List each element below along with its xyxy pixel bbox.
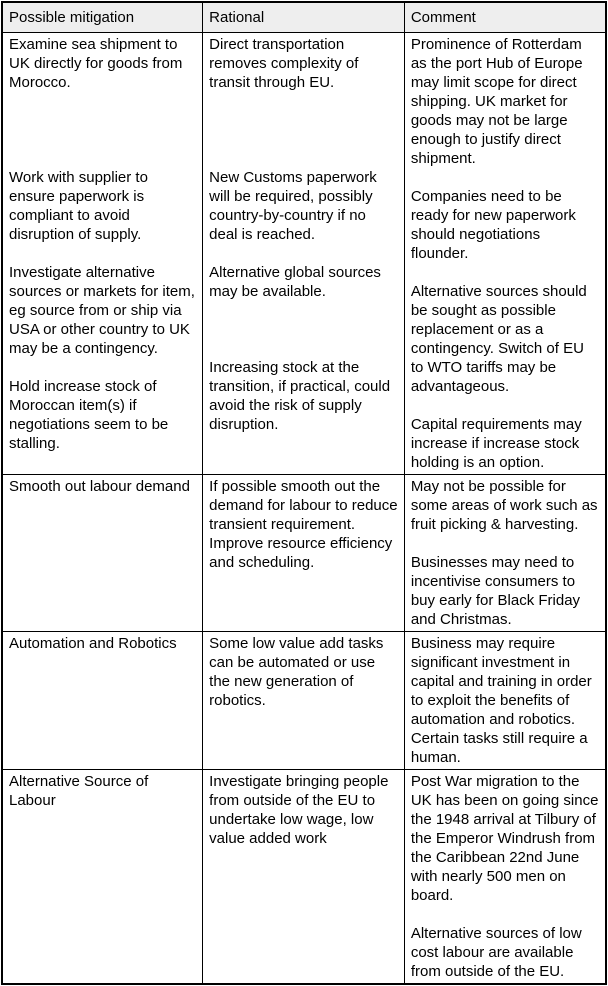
header-possible-mitigation: Possible mitigation — [2, 2, 203, 33]
blank-line — [9, 149, 196, 168]
cell-rational — [203, 475, 405, 632]
paragraph: Prominence of Rotterdam as the port Hub of Europe may limit scope for direct shipping. UK market for goods may not be large enough to justify direct shipment. — [410, 36, 583, 167]
paragraph: Investigate alternative sources or markets for item, eg source from or ship via USA or other country to UK may be a contingency. — [9, 264, 195, 357]
blank-line — [209, 244, 398, 263]
table-row — [2, 770, 606, 985]
cell-mitigation — [2, 632, 203, 770]
blank-line — [9, 111, 196, 130]
header-comment: Comment — [404, 2, 606, 33]
paragraph: Smooth out labour demand — [9, 478, 190, 495]
cell-rational — [203, 632, 405, 770]
paragraph: May not be possible for some areas of work such as fruit picking & harvesting. — [410, 478, 598, 533]
header-rational: Rational — [203, 2, 405, 33]
blank-line — [411, 534, 599, 553]
cell-comment — [404, 33, 606, 475]
blank-line — [411, 905, 599, 924]
paragraph: Work with supplier to ensure paperwork is compliant to avoid disruption of supply. — [9, 169, 148, 243]
cell-comment — [404, 770, 606, 985]
cell-comment — [404, 475, 606, 632]
paragraph: Hold increase stock of Moroccan item(s) if negotiations seem to be stalling. — [9, 378, 169, 452]
blank-line — [411, 396, 599, 415]
paragraph: Business may require significant investment in capital and training in order to exploit the benefits of automation and robotics. Certain tasks still require a human. — [410, 635, 592, 766]
blank-line — [209, 130, 398, 149]
cell-rational — [203, 33, 405, 475]
paragraph: Capital requirements may increase if increase stock holding is an option. — [410, 416, 582, 471]
blank-line — [209, 320, 398, 339]
paragraph: Businesses may need to incentivise consumers to buy early for Black Friday and Christmas. — [410, 554, 581, 628]
paragraph: Increasing stock at the transition, if practical, could avoid the risk of supply disruption. — [209, 359, 391, 433]
blank-line — [411, 263, 599, 282]
blank-line — [209, 111, 398, 130]
paragraph: Examine sea shipment to UK directly for goods from Morocco. — [9, 36, 183, 91]
paragraph: New Customs paperwork will be required, possibly country-by-country if no deal is reached. — [209, 169, 377, 243]
paragraph: Companies need to be ready for new paperwork should negotiations flounder. — [410, 188, 576, 262]
blank-line — [9, 244, 196, 263]
blank-line — [9, 358, 196, 377]
table-row — [2, 632, 606, 770]
blank-line — [209, 92, 398, 111]
table-body — [2, 33, 606, 985]
cell-comment — [404, 632, 606, 770]
blank-line — [209, 149, 398, 168]
blank-line — [209, 339, 398, 358]
table-row — [2, 475, 606, 632]
cell-mitigation — [2, 33, 203, 475]
mitigation-table — [1, 1, 607, 985]
paragraph: If possible smooth out the demand for labour to reduce transient requirement. Improve resource efficiency and scheduling. — [209, 478, 398, 571]
paragraph: Automation and Robotics — [9, 635, 177, 652]
table-row — [2, 33, 606, 475]
paragraph: Some low value add tasks can be automated or use the new generation of robotics. — [209, 635, 384, 709]
paragraph: Alternative global sources may be available. — [209, 264, 381, 300]
blank-line — [209, 301, 398, 320]
paragraph: Alternative Source of Labour — [9, 773, 149, 809]
blank-line — [411, 168, 599, 187]
cell-rational — [203, 770, 405, 985]
paragraph: Post War migration to the UK has been on going since the 1948 arrival at Tilbury of the Emperor Windrush from the Caribbean 22nd June with nearly 500 men on board. — [410, 773, 599, 904]
paragraph: Investigate bringing people from outside of the EU to undertake low wage, low value added work — [209, 773, 389, 847]
cell-mitigation — [2, 475, 203, 632]
paragraph: Alternative sources of low cost labour are available from outside of the EU. — [410, 925, 582, 980]
table-header-row — [2, 2, 606, 33]
blank-line — [9, 92, 196, 111]
paragraph: Direct transportation removes complexity of transit through EU. — [209, 36, 359, 91]
blank-line — [9, 130, 196, 149]
cell-mitigation — [2, 770, 203, 985]
paragraph: Alternative sources should be sought as possible replacement or as a contingency. Switch of EU to WTO tariffs may be advantageous. — [410, 283, 587, 395]
